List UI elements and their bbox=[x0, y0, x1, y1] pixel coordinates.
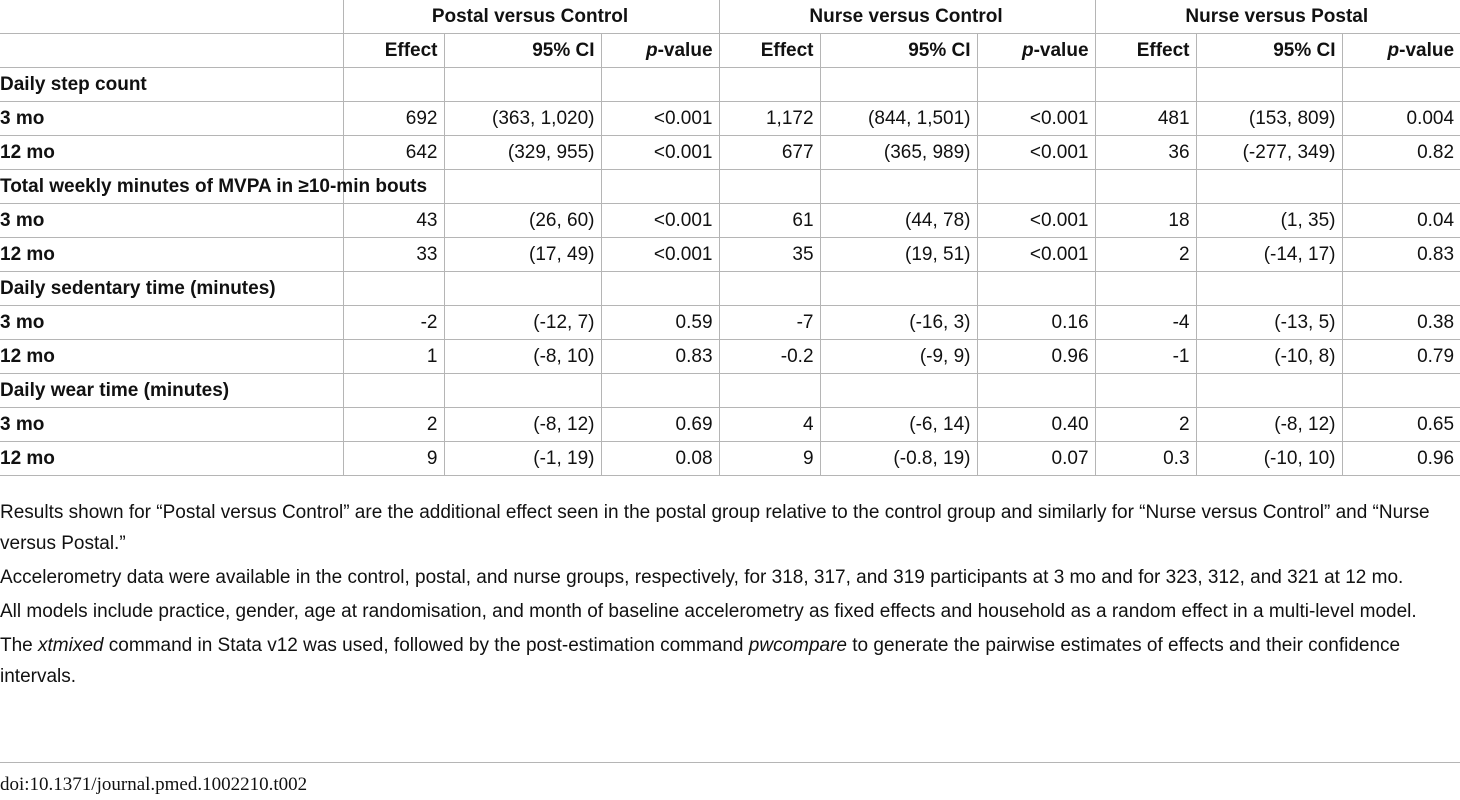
p-value-cell: 0.82 bbox=[1342, 136, 1460, 170]
p-value-cell: <0.001 bbox=[977, 238, 1095, 272]
ci-cell: (-8, 12) bbox=[1196, 408, 1342, 442]
empty-cell bbox=[1342, 374, 1460, 408]
p-value-cell: 0.07 bbox=[977, 442, 1095, 476]
ci-cell: (153, 809) bbox=[1196, 102, 1342, 136]
ci-header: 95% CI bbox=[444, 34, 601, 68]
section-row bbox=[0, 170, 1460, 204]
empty-cell bbox=[444, 68, 601, 102]
ci-cell: (-8, 12) bbox=[444, 408, 601, 442]
empty-cell bbox=[343, 272, 444, 306]
row-label: 12 mo bbox=[0, 136, 343, 170]
section-title: Total weekly minutes of MVPA in ≥10-min bouts bbox=[0, 170, 343, 204]
empty-cell bbox=[977, 170, 1095, 204]
p-value-cell: 0.16 bbox=[977, 306, 1095, 340]
p-value-cell: <0.001 bbox=[977, 102, 1095, 136]
p-value-cell: 0.04 bbox=[1342, 204, 1460, 238]
row-label: 3 mo bbox=[0, 408, 343, 442]
p-value-header: p-value bbox=[977, 34, 1095, 68]
ci-header: 95% CI bbox=[1196, 34, 1342, 68]
effect-cell: 1 bbox=[343, 340, 444, 374]
table-body bbox=[0, 68, 1460, 476]
effect-cell: 2 bbox=[1095, 238, 1196, 272]
empty-cell bbox=[1095, 374, 1196, 408]
p-value-cell: <0.001 bbox=[601, 238, 719, 272]
section-title: Daily step count bbox=[0, 68, 343, 102]
ci-cell: (-12, 7) bbox=[444, 306, 601, 340]
p-value-cell: 0.69 bbox=[601, 408, 719, 442]
p-value-header: p-value bbox=[601, 34, 719, 68]
footnote: Results shown for “Postal versus Control” are the additional effect seen in the postal group relative to the control group and similarly for “Nurse versus Control” and “Nurse versus Postal.” bbox=[0, 502, 1430, 554]
table-row bbox=[0, 136, 1460, 170]
effect-cell: 481 bbox=[1095, 102, 1196, 136]
table-row bbox=[0, 408, 1460, 442]
empty-cell bbox=[719, 170, 820, 204]
footnote: All models include practice, gender, age at randomisation, and month of baseline accelerometry as fixed effects and household as a random effect in a multi-level model. bbox=[0, 601, 1417, 622]
table-row bbox=[0, 306, 1460, 340]
p-value-cell: 0.08 bbox=[601, 442, 719, 476]
effect-header: Effect bbox=[719, 34, 820, 68]
table-row bbox=[0, 340, 1460, 374]
empty-cell bbox=[1196, 374, 1342, 408]
ci-cell: (365, 989) bbox=[820, 136, 977, 170]
p-value-cell: 0.40 bbox=[977, 408, 1095, 442]
effect-cell: 2 bbox=[1095, 408, 1196, 442]
ci-cell: (363, 1,020) bbox=[444, 102, 601, 136]
p-value-cell: 0.96 bbox=[1342, 442, 1460, 476]
empty-cell bbox=[1095, 272, 1196, 306]
footnote: Accelerometry data were available in the control, postal, and nurse groups, respectively, for 318, 317, and 319 participants at 3 mo and for 323, 312, and 321 at 12 mo. bbox=[0, 567, 1404, 588]
p-value-cell: 0.59 bbox=[601, 306, 719, 340]
empty-cell bbox=[444, 272, 601, 306]
empty-cell bbox=[601, 68, 719, 102]
effect-cell: 692 bbox=[343, 102, 444, 136]
table-row bbox=[0, 102, 1460, 136]
ci-cell: (-277, 349) bbox=[1196, 136, 1342, 170]
group-header-row bbox=[0, 0, 1460, 34]
empty-cell bbox=[719, 272, 820, 306]
empty-cell bbox=[977, 374, 1095, 408]
ci-cell: (-13, 5) bbox=[1196, 306, 1342, 340]
row-label: 12 mo bbox=[0, 340, 343, 374]
p-value-cell: 0.83 bbox=[1342, 238, 1460, 272]
p-value-cell: 0.79 bbox=[1342, 340, 1460, 374]
effect-cell: 18 bbox=[1095, 204, 1196, 238]
effect-cell: -1 bbox=[1095, 340, 1196, 374]
table-row bbox=[0, 204, 1460, 238]
column-header-row bbox=[0, 34, 1460, 68]
empty-cell bbox=[1095, 170, 1196, 204]
effect-cell: 642 bbox=[343, 136, 444, 170]
effect-cell: -0.2 bbox=[719, 340, 820, 374]
corner-cell bbox=[0, 0, 343, 34]
empty-cell bbox=[343, 68, 444, 102]
empty-cell bbox=[444, 374, 601, 408]
table-notes bbox=[0, 497, 1458, 695]
ci-cell: (-0.8, 19) bbox=[820, 442, 977, 476]
ci-cell: (844, 1,501) bbox=[820, 102, 977, 136]
ci-cell: (-10, 8) bbox=[1196, 340, 1342, 374]
row-label: 3 mo bbox=[0, 204, 343, 238]
p-value-cell: 0.38 bbox=[1342, 306, 1460, 340]
empty-cell bbox=[719, 374, 820, 408]
effect-cell: 1,172 bbox=[719, 102, 820, 136]
empty-cell bbox=[343, 374, 444, 408]
effect-cell: 2 bbox=[343, 408, 444, 442]
table-row bbox=[0, 238, 1460, 272]
effect-cell: -4 bbox=[1095, 306, 1196, 340]
ci-cell: (-9, 9) bbox=[820, 340, 977, 374]
ci-cell: (-1, 19) bbox=[444, 442, 601, 476]
p-value-cell: <0.001 bbox=[601, 136, 719, 170]
p-value-cell: 0.83 bbox=[601, 340, 719, 374]
section-row bbox=[0, 374, 1460, 408]
group-header: Postal versus Control bbox=[343, 0, 719, 34]
empty-cell bbox=[820, 272, 977, 306]
effect-cell: 9 bbox=[719, 442, 820, 476]
p-value-cell: 0.004 bbox=[1342, 102, 1460, 136]
empty-cell bbox=[601, 272, 719, 306]
command-name: xtmixed bbox=[38, 635, 104, 656]
empty-cell bbox=[1196, 170, 1342, 204]
empty-cell bbox=[1196, 272, 1342, 306]
doi-link[interactable]: doi:10.1371/journal.pmed.1002210.t002 bbox=[0, 774, 308, 795]
section-row bbox=[0, 272, 1460, 306]
ci-cell: (329, 955) bbox=[444, 136, 601, 170]
ci-cell: (26, 60) bbox=[444, 204, 601, 238]
empty-cell bbox=[601, 374, 719, 408]
empty-cell bbox=[820, 374, 977, 408]
empty-cell bbox=[719, 68, 820, 102]
effect-cell: 0.3 bbox=[1095, 442, 1196, 476]
divider bbox=[0, 762, 1460, 763]
ci-cell: (19, 51) bbox=[820, 238, 977, 272]
p-value-cell: <0.001 bbox=[977, 204, 1095, 238]
empty-cell bbox=[977, 68, 1095, 102]
effect-cell: -7 bbox=[719, 306, 820, 340]
effect-cell: 4 bbox=[719, 408, 820, 442]
row-label: 12 mo bbox=[0, 238, 343, 272]
effect-cell: 36 bbox=[1095, 136, 1196, 170]
ci-cell: (-16, 3) bbox=[820, 306, 977, 340]
effect-cell: 43 bbox=[343, 204, 444, 238]
ci-cell: (-14, 17) bbox=[1196, 238, 1342, 272]
table-row bbox=[0, 442, 1460, 476]
p-value-cell: <0.001 bbox=[601, 204, 719, 238]
row-label: 3 mo bbox=[0, 102, 343, 136]
row-label-header bbox=[0, 34, 343, 68]
p-value-cell: 0.65 bbox=[1342, 408, 1460, 442]
command-name: pwcompare bbox=[748, 635, 847, 656]
empty-cell bbox=[1342, 68, 1460, 102]
ci-header: 95% CI bbox=[820, 34, 977, 68]
p-value-cell: <0.001 bbox=[601, 102, 719, 136]
effect-cell: 9 bbox=[343, 442, 444, 476]
effect-header: Effect bbox=[343, 34, 444, 68]
ci-cell: (-8, 10) bbox=[444, 340, 601, 374]
empty-cell bbox=[820, 170, 977, 204]
footnote: The xtmixed command in Stata v12 was used, followed by the post-estimation command pwcompare to generate the pairwise estimates of effects and their confidence intervals. bbox=[0, 635, 1401, 687]
section-row bbox=[0, 68, 1460, 102]
p-value-header: p-value bbox=[1342, 34, 1460, 68]
p-value-cell: <0.001 bbox=[977, 136, 1095, 170]
effect-header: Effect bbox=[1095, 34, 1196, 68]
effect-cell: -2 bbox=[343, 306, 444, 340]
empty-cell bbox=[1342, 170, 1460, 204]
effect-cell: 35 bbox=[719, 238, 820, 272]
empty-cell bbox=[444, 170, 601, 204]
ci-cell: (-6, 14) bbox=[820, 408, 977, 442]
ci-cell: (1, 35) bbox=[1196, 204, 1342, 238]
ci-cell: (17, 49) bbox=[444, 238, 601, 272]
row-label: 3 mo bbox=[0, 306, 343, 340]
group-header: Nurse versus Postal bbox=[1095, 0, 1460, 34]
effect-cell: 677 bbox=[719, 136, 820, 170]
empty-cell bbox=[977, 272, 1095, 306]
empty-cell bbox=[1095, 68, 1196, 102]
effect-cell: 61 bbox=[719, 204, 820, 238]
effect-cell: 33 bbox=[343, 238, 444, 272]
ci-cell: (44, 78) bbox=[820, 204, 977, 238]
empty-cell bbox=[1196, 68, 1342, 102]
ci-cell: (-10, 10) bbox=[1196, 442, 1342, 476]
empty-cell bbox=[820, 68, 977, 102]
p-value-cell: 0.96 bbox=[977, 340, 1095, 374]
empty-cell bbox=[601, 170, 719, 204]
group-header: Nurse versus Control bbox=[719, 0, 1095, 34]
section-title: Daily sedentary time (minutes) bbox=[0, 272, 343, 306]
row-label: 12 mo bbox=[0, 442, 343, 476]
section-title: Daily wear time (minutes) bbox=[0, 374, 343, 408]
empty-cell bbox=[1342, 272, 1460, 306]
